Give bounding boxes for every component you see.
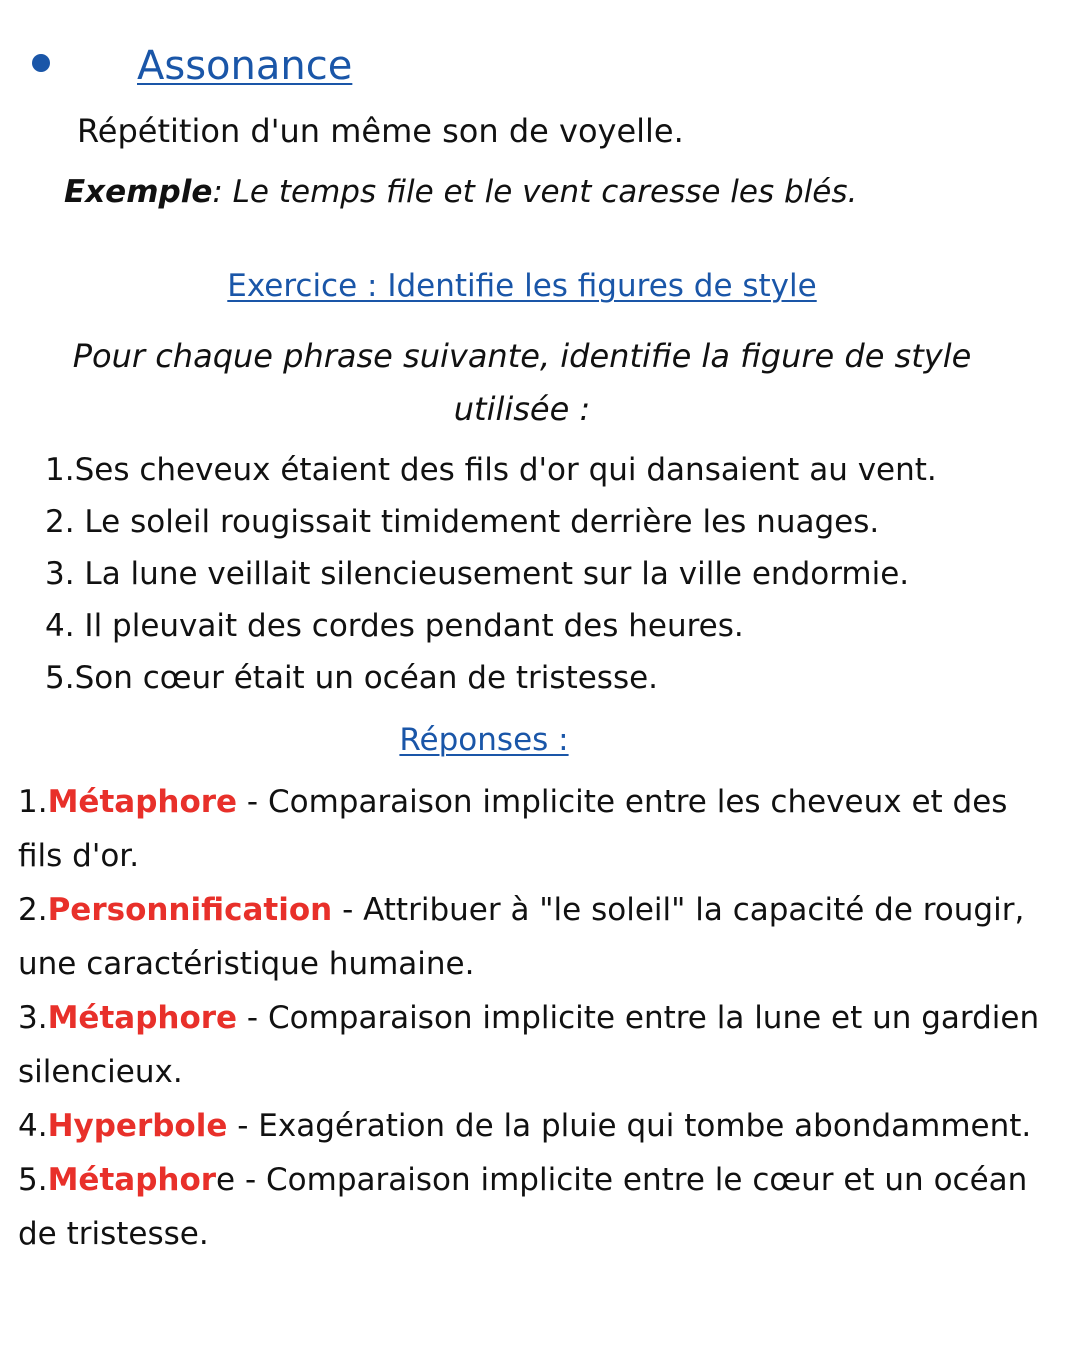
question-item: [45, 600, 937, 652]
answer-item: [18, 1153, 1048, 1261]
answer-list: [18, 775, 1048, 1261]
question-item: [45, 652, 937, 704]
bullet-icon: [32, 54, 50, 72]
answer-figure: Personnification: [47, 892, 333, 928]
answer-number: 2.: [18, 892, 48, 928]
answer-number: 5.: [18, 1162, 48, 1198]
question-number: 5.: [45, 660, 75, 696]
exercise-title: Exercice : Identifie les figures de style: [227, 268, 817, 304]
answer-text: - Exagération de la pluie qui tombe abondamment.: [227, 1108, 1032, 1144]
question-text: La lune veillait silencieusement sur la ville endormie.: [74, 556, 910, 592]
question-text: Il pleuvait des cordes pendant des heures.: [74, 608, 744, 644]
question-number: 4.: [45, 608, 75, 644]
answer-figure: Métaphor: [47, 1162, 217, 1198]
answer-item: [18, 1099, 1048, 1153]
example-label: Exemple: [64, 174, 213, 210]
answer-figure: Métaphore: [47, 1000, 238, 1036]
example-line: [64, 170, 857, 214]
question-text: Son cœur était un océan de tristesse.: [74, 660, 659, 696]
answer-figure-tail: e: [216, 1162, 236, 1198]
question-text: Ses cheveux étaient des fils d'or qui dansaient au vent.: [74, 452, 937, 488]
answer-text: - Comparaison implicite entre les cheveux et des fils d'or.: [18, 784, 1008, 874]
question-item: [45, 496, 937, 548]
answer-figure: Métaphore: [47, 784, 238, 820]
question-number: 3.: [45, 556, 75, 592]
question-item: [45, 444, 937, 496]
answers-title: Réponses :: [399, 722, 569, 758]
answer-item: [18, 775, 1048, 883]
answer-text: - Comparaison implicite entre la lune et un gardien silencieux.: [18, 1000, 1040, 1090]
answer-text: - Comparaison implicite entre le cœur et un océan de tristesse.: [18, 1162, 1028, 1252]
answer-item: [18, 991, 1048, 1099]
answer-figure: Hyperbole: [47, 1108, 228, 1144]
question-list: [45, 444, 937, 704]
exercise-instruction: Pour chaque phrase suivante, identifie la figure de style utilisée :: [72, 337, 972, 428]
answer-text: - Attribuer à "le soleil" la capacité de rougir, une caractéristique humaine.: [18, 892, 1025, 982]
section-title: Assonance: [137, 43, 353, 89]
answer-item: [18, 883, 1048, 991]
definition-text: Répétition d'un même son de voyelle.: [77, 112, 684, 150]
question-number: 1.: [45, 452, 75, 488]
answer-number: 4.: [18, 1108, 48, 1144]
answer-number: 1.: [18, 784, 48, 820]
question-number: 2.: [45, 504, 75, 540]
example-text: : Le temps file et le vent caresse les blés.: [212, 174, 858, 210]
question-text: Le soleil rougissait timidement derrière les nuages.: [74, 504, 880, 540]
answer-number: 3.: [18, 1000, 48, 1036]
question-item: [45, 548, 937, 600]
